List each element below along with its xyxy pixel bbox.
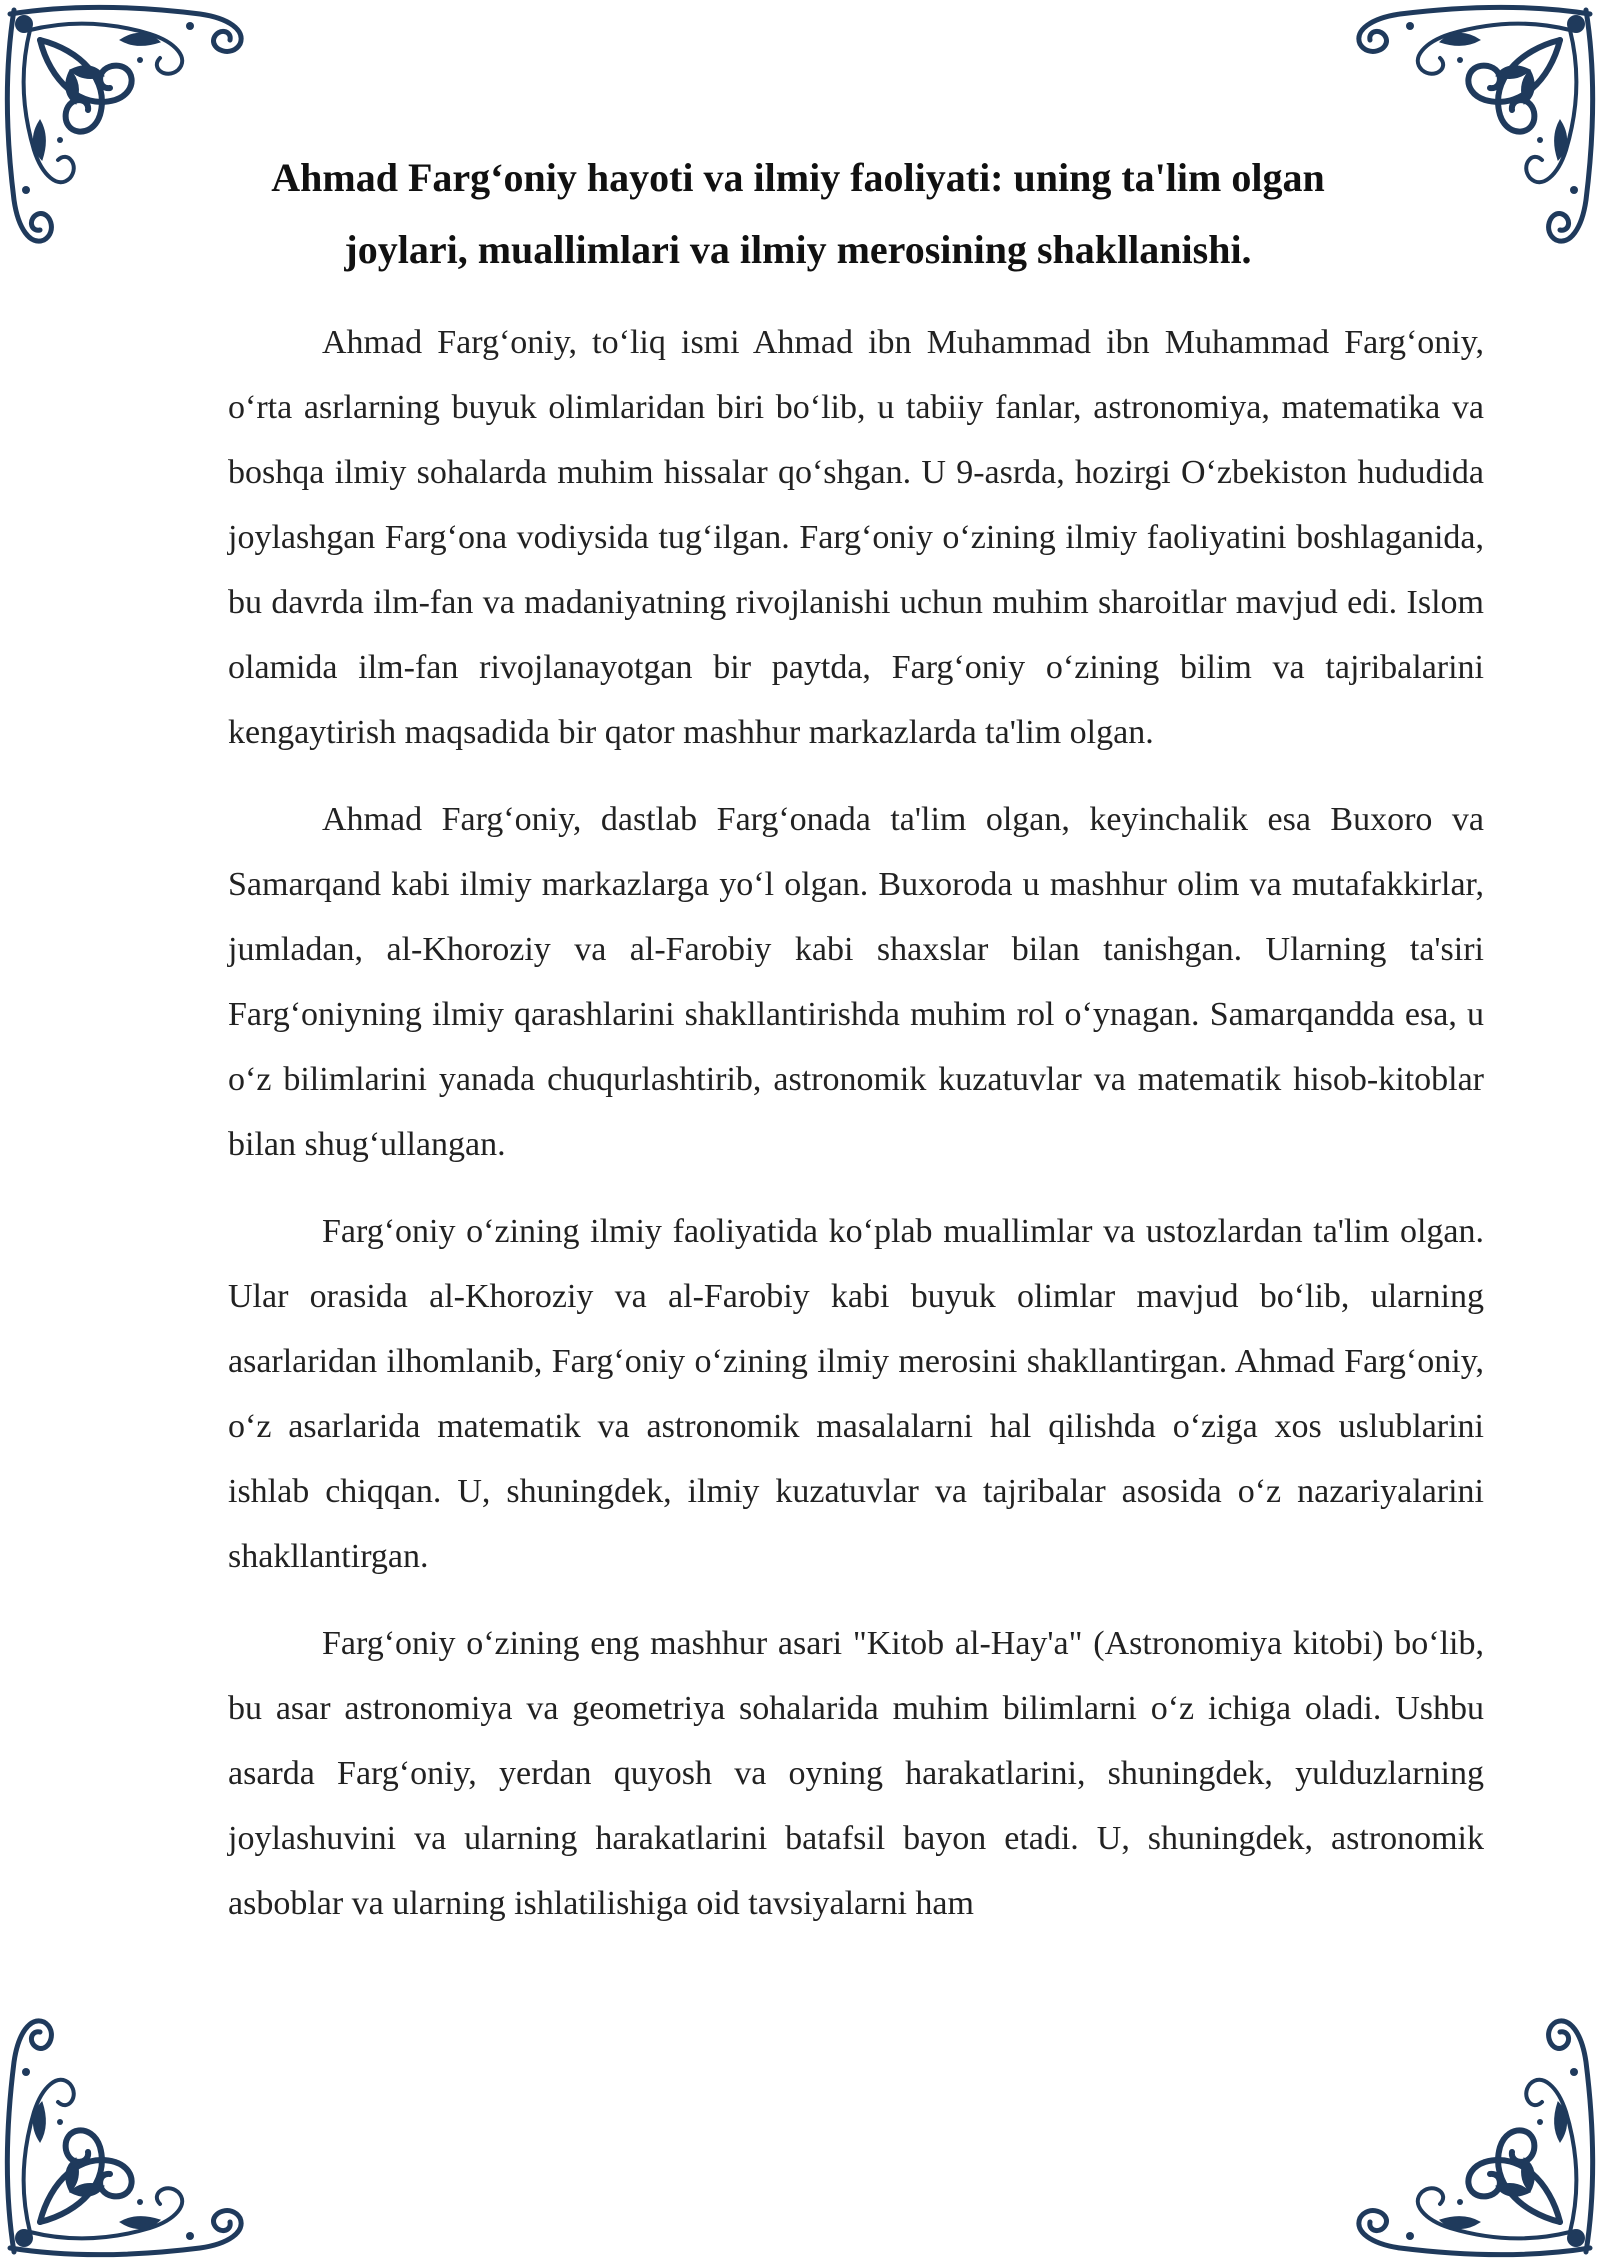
corner-ornament-icon — [0, 0, 250, 250]
paragraph: Ahmad Farg‘oniy, to‘liq ismi Ahmad ibn Muhammad ibn Muhammad Farg‘oniy, o‘rta asrlarning buyuk olimlaridan biri bo‘lib, u tabiiy fanlar, astronomiya, matematika va boshqa ilmiy sohalarda muhim hissalar qo‘shgan. U 9-asrda, hozirgi O‘zbekiston hududida joylashgan Farg‘ona vodiysida tug‘ilgan. Farg‘oniy o‘zining ilmiy faoliyatini boshlaganida, bu davrda ilm-fan va madaniyatning rivojlanishi uchun muhim sharoitlar mavjud edi. Islom olamida ilm-fan rivojlanayotgan bir paytda, Farg‘oniy o‘zining bilim va tajribalarini kengaytirish maqsadida bir qator mashhur markazlarda ta'lim olgan. — [228, 324, 1484, 751]
paragraph: Farg‘oniy o‘zining ilmiy faoliyatida ko‘plab muallimlar va ustozlardan ta'lim olgan. Ular orasida al-Khoroziy va al-Farobiy kabi buyuk olimlar mavjud bo‘lib, ularning asarlaridan ilhomlanib, Farg‘oniy o‘zining ilmiy merosini shakllantirgan. Ahmad Farg‘oniy, o‘z asarlarida matematik va astronomik masalalarni hal qilishda o‘ziga xos uslublarini ishlab chiqqan. U, shuningdek, ilmiy kuzatuvlar va tajribalar asosida o‘z nazariyalarini shakllantirgan. — [228, 1213, 1484, 1575]
corner-ornament-icon — [1350, 0, 1600, 250]
corner-ornament-icon — [0, 2012, 250, 2262]
paragraph: Farg‘oniy o‘zining eng mashhur asari "Kitob al-Hay'a" (Astronomiya kitobi) bo‘lib, bu asar astronomiya va geometriya sohalarida muhim bilimlarni o‘z ichiga oladi. Ushbu asarda Farg‘oniy, yerdan quyosh va oyning harakatlarini, shuningdek, yulduzlarning joylashuvini va ularning harakatlarini batafsil bayon etadi. U, shuningdek, astronomik asboblar va ularning ishlatilishiga oid tavsiyalarni ham — [228, 1625, 1484, 1922]
paragraph: Ahmad Farg‘oniy, dastlab Farg‘onada ta'lim olgan, keyinchalik esa Buxoro va Samarqand kabi ilmiy markazlarga yo‘l olgan. Buxoroda u mashhur olim va mutafakkirlar, jumladan, al-Khoroziy va al-Farobiy kabi shaxslar bilan tanishgan. Ularning ta'siri Farg‘oniyning ilmiy qarashlarini shakllantirishda muhim rol o‘ynagan. Samarqandda esa, u o‘z bilimlarini yanada chuqurlashtirib, astronomik kuzatuvlar va matematik hisob-kitoblar bilan shug‘ullangan. — [228, 801, 1484, 1163]
corner-ornament-icon — [1350, 2012, 1600, 2262]
page-title: Ahmad Farg‘oniy hayoti va ilmiy faoliyati: uning ta'lim olgan joylari, muallimlari va ilmiy merosining shakllanishi. — [271, 155, 1325, 272]
body-text — [228, 310, 1484, 1958]
